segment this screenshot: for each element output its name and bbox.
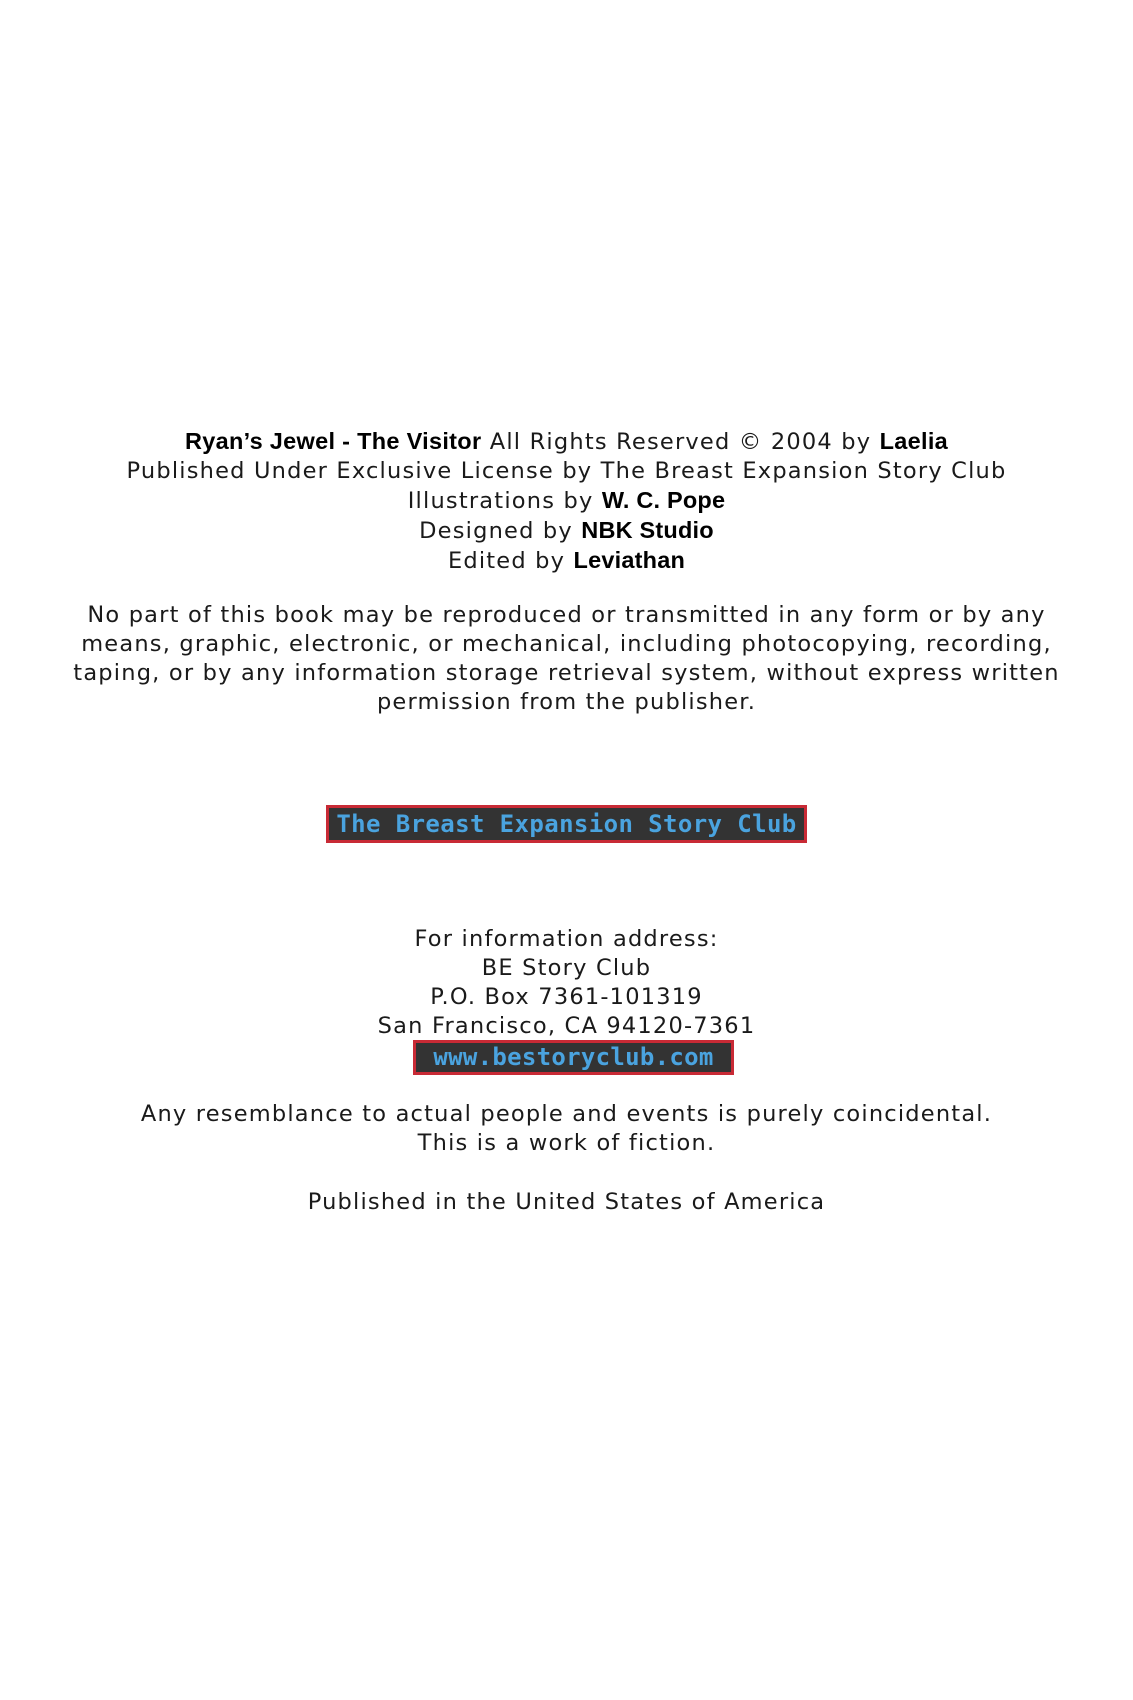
address-city: San Francisco, CA 94120-7361 [377,1013,756,1039]
book-title: Ryan’s Jewel - The Visitor [184,428,482,454]
legal-notice [0,601,1133,717]
designer-name: NBK Studio [581,517,714,543]
legal-line: permission from the publisher. [376,689,757,715]
website-link[interactable]: www.bestoryclub.com [413,1040,734,1075]
address-name: BE Story Club [481,955,652,981]
address-block [0,925,1133,1041]
fiction-disclaimer [0,1100,1133,1158]
illustrations-prefix: Illustrations by [407,488,602,514]
published-line: Published in the United States of America [307,1189,826,1215]
legal-line: means, graphic, electronic, or mechanical, including photocopying, recording, [81,631,1052,657]
illustrator-name: W. C. Pope [601,487,726,513]
club-banner: The Breast Expansion Story Club [326,805,807,843]
author-name: Laelia [879,428,949,454]
disclaimer-line: This is a work of fiction. [417,1130,716,1156]
designed-line [0,516,1133,546]
credits-block [0,427,1133,576]
title-line [0,427,1133,457]
disclaimer-line: Any resemblance to actual people and events is purely coincidental. [140,1101,993,1127]
illustrations-line [0,486,1133,516]
address-po-box: P.O. Box 7361-101319 [430,984,703,1010]
address-heading: For information address: [414,926,719,952]
license-line: Published Under Exclusive License by The Breast Expansion Story Club [126,458,1007,484]
legal-line: taping, or by any information storage retrieval system, without express written [73,660,1060,686]
editor-name: Leviathan [573,547,686,573]
edited-prefix: Edited by [447,548,574,574]
edited-line [0,546,1133,576]
rights-text: All Rights Reserved © 2004 by [481,429,880,455]
designed-prefix: Designed by [419,518,582,544]
legal-line: No part of this book may be reproduced or transmitted in any form or by any [87,602,1046,628]
